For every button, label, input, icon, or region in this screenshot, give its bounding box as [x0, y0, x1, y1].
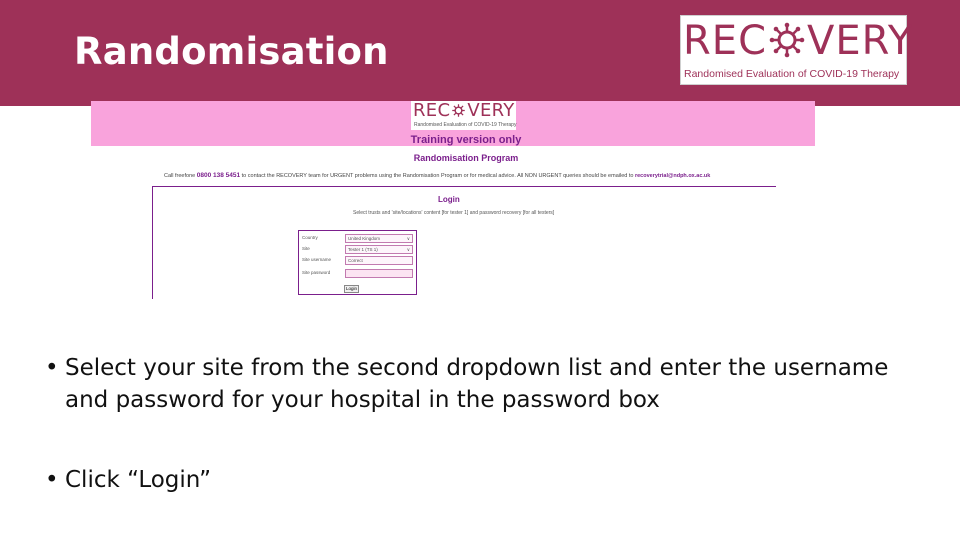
- logo-word-right: VERY: [807, 18, 914, 64]
- site-recovery-logo: [411, 101, 516, 130]
- slide-header: [0, 0, 960, 106]
- password-input[interactable]: [345, 269, 413, 278]
- chevron-down-icon: ∨: [406, 236, 410, 241]
- chevron-down-icon: ∨: [406, 247, 410, 252]
- site-select-value: Tester 1 (TS 1): [348, 247, 378, 252]
- bullet-dot: •: [45, 355, 59, 381]
- contact-middle: to contact the RECOVERY team for URGENT problems using the Randomisation Program or for medical advice. All NON URGENT queries should be emailed to: [241, 173, 634, 179]
- site-select[interactable]: [345, 245, 413, 254]
- contact-email-link[interactable]: recoverytrial@ndph.ox.ac.uk: [634, 173, 711, 179]
- country-label: Country: [302, 235, 318, 240]
- virus-icon: [767, 22, 807, 58]
- site-banner: [91, 101, 815, 146]
- username-input[interactable]: Correct: [345, 256, 413, 265]
- site-virus-icon: [450, 103, 467, 118]
- site-logo-wordmark: [413, 101, 515, 121]
- site-row: [302, 245, 414, 256]
- program-title: Randomisation Program: [413, 153, 519, 163]
- contact-line: [164, 172, 710, 179]
- password-row: [302, 269, 414, 280]
- recovery-logo-tagline: Randomised Evaluation of COVID-19 Therapy: [684, 68, 900, 80]
- bullet-select-site-text: Select your site from the second dropdown list and enter the username and password for your hospital in the password box: [65, 355, 889, 413]
- site-logo-word-left: REC: [413, 100, 451, 121]
- login-form: [298, 230, 417, 295]
- country-select-value: United Kingdom: [348, 236, 381, 241]
- username-label: Site username: [302, 257, 332, 262]
- recovery-logo-wordmark: [683, 19, 913, 63]
- contact-phone: 0800 138 5451: [196, 172, 241, 179]
- bullet-select-site: [45, 352, 925, 416]
- site-logo-tagline: Randomised Evaluation of COVID-19 Therapy: [414, 122, 517, 128]
- login-instructions: Select trusts and 'site/locations' content [for tester 1] and password recovery [for all testers]: [353, 210, 555, 216]
- site-label: Site: [302, 246, 310, 251]
- contact-prefix: Call freefone: [164, 173, 196, 179]
- bullet-click-login: [45, 464, 925, 496]
- bullet-dot: •: [45, 467, 59, 493]
- slide-title: Randomisation: [74, 30, 389, 73]
- instruction-bullets: [45, 352, 925, 496]
- bullet-click-login-text: Click “Login”: [65, 467, 212, 493]
- password-label: Site password: [302, 270, 331, 275]
- username-row: [302, 256, 414, 267]
- country-select[interactable]: [345, 234, 413, 243]
- login-button[interactable]: Login: [345, 286, 357, 291]
- randomisation-site-screenshot: [91, 101, 815, 299]
- login-content-frame: [152, 186, 776, 299]
- site-logo-word-right: VERY: [467, 100, 515, 121]
- training-version-note: Training version only: [410, 134, 522, 146]
- login-heading: Login: [438, 195, 460, 204]
- country-row: [302, 234, 414, 245]
- logo-word-left: REC: [683, 18, 767, 64]
- recovery-logo: [680, 15, 914, 85]
